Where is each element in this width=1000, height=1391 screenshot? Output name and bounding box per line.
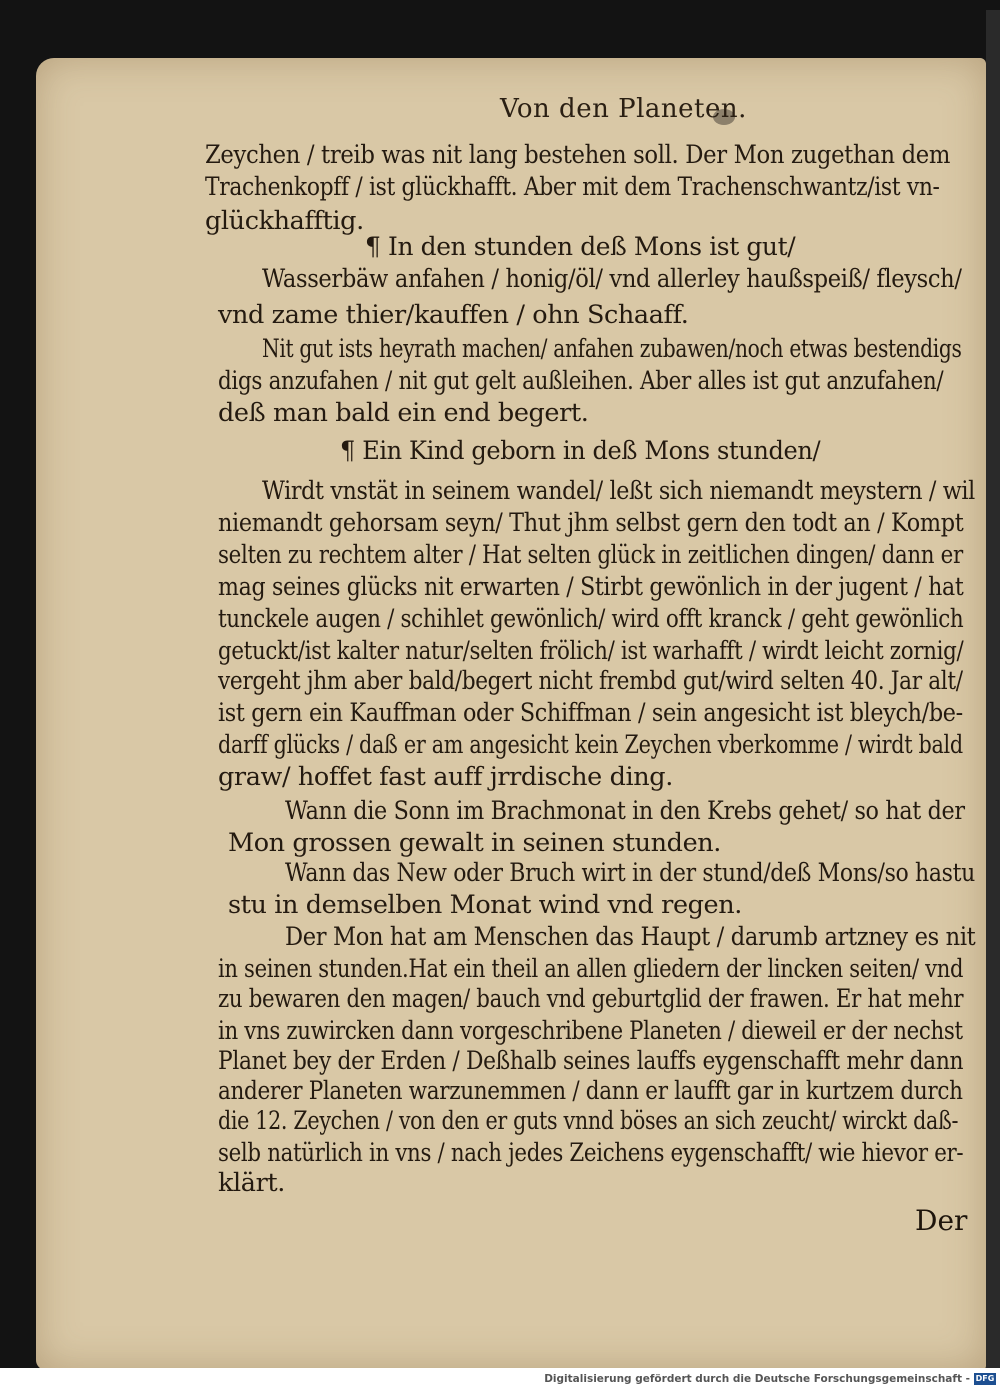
text-line: ¶ Ein Kind geborn in deß Mons stunden/ (340, 436, 821, 466)
text-line: vergeht jhm aber bald/begert nicht frembd gut/wird selten 40. Jar alt/ (218, 666, 963, 696)
footer-credit: Digitalisierung gefördert durch die Deutsche Forschungsgemeinschaft - (544, 1373, 970, 1385)
text-line: tunckele augen / schihlet gewönlich/ wird offt kranck / geht gewönlich (218, 604, 964, 634)
text-line: in vns zuwircken dann vorgeschribene Planeten / dieweil er der nechst (218, 1016, 963, 1046)
text-line: stu in demselben Monat wind vnd regen. (228, 890, 742, 920)
text-line: ist gern ein Kauffman oder Schiffman / sein angesicht ist bleych/be- (218, 698, 963, 728)
text-line: Trachenkopff / ist glückhafft. Aber mit dem Trachenschwantz/ist vn- (205, 172, 940, 202)
scan-edge (986, 10, 1000, 1368)
text-line: vnd zame thier/kauffen / ohn Schaaff. (218, 300, 689, 330)
text-line: ¶ In den stunden deß Mons ist gut/ (365, 232, 796, 262)
text-line: selten zu rechtem alter / Hat selten glück in zeitlichen dingen/ dann er (218, 540, 963, 570)
text-line: Nit gut ists heyrath machen/ anfahen zubawen/noch etwas bestendigs (262, 334, 962, 364)
text-line: darff glücks / daß er am angesicht kein Zeychen vberkomme / wirdt bald (218, 730, 963, 760)
text-line: die 12. Zeychen / von den er guts vnnd böses an sich zeucht/ wirckt daß- (218, 1106, 959, 1136)
text-line: Wann das New oder Bruch wirt in der stund/deß Mons/so hastu (285, 858, 975, 888)
text-line: Planet bey der Erden / Deßhalb seines lauffs eygenschafft mehr dann (218, 1046, 964, 1076)
text-line: Wirdt vnstät in seinem wandel/ leßt sich niemandt meystern / wil (262, 476, 975, 506)
text-line: glückhafftig. (205, 206, 364, 236)
text-line: deß man bald ein end begert. (218, 398, 589, 428)
text-line: getuckt/ist kalter natur/selten frölich/ ist warhafft / wirdt leicht zornig/ (218, 636, 964, 666)
text-line: mag seines glücks nit erwarten / Stirbt gewönlich in der jugent / hat (218, 572, 964, 602)
catchword: Der (915, 1204, 968, 1237)
text-line: niemandt gehorsam seyn/ Thut jhm selbst gern den todt an / Kompt (218, 508, 964, 538)
text-line: Mon grossen gewalt in seinen stunden. (228, 828, 721, 858)
text-line: zu bewaren den magen/ bauch vnd geburtglid der frawen. Er hat mehr (218, 984, 964, 1014)
text-line: anderer Planeten warzunemmen / dann er laufft gar in kurtzem durch (218, 1076, 963, 1106)
text-line: Wasserbäw anfahen / honig/öl/ vnd allerley haußspeiß/ fleysch/ (262, 264, 962, 294)
running-head: Von den Planeten. (500, 94, 747, 124)
text-line: klärt. (218, 1168, 285, 1198)
text-line: graw/ hoffet fast auff jrrdische ding. (218, 762, 673, 792)
text-line: Zeychen / treib was nit lang bestehen soll. Der Mon zugethan dem (205, 140, 951, 170)
text-line: digs anzufahen / nit gut gelt außleihen. Aber alles ist gut anzufahen/ (218, 366, 944, 396)
text-line: in seinen stunden.Hat ein theil an allen gliedern der lincken seiten/ vnd (218, 954, 964, 984)
text-line: selb natürlich in vns / nach jedes Zeichens eygenschafft/ wie hievor er- (218, 1138, 964, 1168)
text-line: Der Mon hat am Menschen das Haupt / darumb artzney es nit (285, 922, 976, 952)
dfg-logo: DFG (975, 1374, 995, 1383)
text-line: Wann die Sonn im Brachmonat in den Krebs gehet/ so hat der (285, 796, 965, 826)
